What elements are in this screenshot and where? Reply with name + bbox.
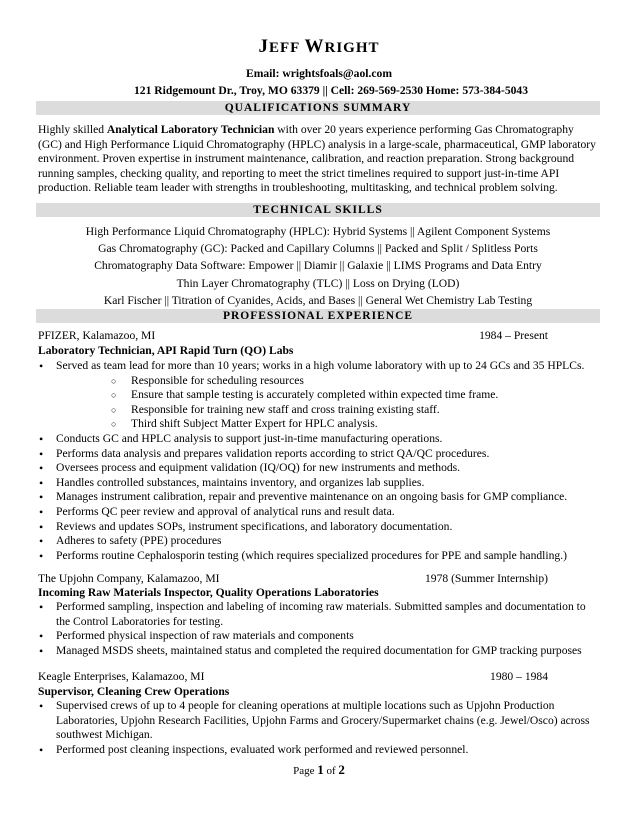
- employment-dates: 1980 – 1984: [490, 670, 548, 683]
- employment-dates: 1978 (Summer Internship): [424, 572, 548, 585]
- section-title: QUALIFICATIONS SUMMARY: [224, 102, 412, 114]
- section-band-experience: [36, 309, 600, 323]
- skills-list: [36, 223, 600, 309]
- list-item: • Performed physical inspection of raw materials and components: [38, 629, 600, 644]
- page-total: 2: [338, 762, 345, 777]
- sub-bullets: [56, 374, 600, 432]
- job-bullets: [38, 359, 600, 563]
- skill-line: Karl Fischer || Titration of Cyanides, Acids, and Bases || General Wet Chemistry Lab Testing: [103, 293, 533, 307]
- sub-list-item: ○ Third shift Subject Matter Expert for HPLC analysis.: [56, 417, 600, 432]
- job-title: Incoming Raw Materials Inspector, Quality Operations Laboratories: [38, 586, 379, 599]
- page-number: 1: [317, 762, 324, 777]
- contact-email: Email: wrightsfoals@aol.com: [245, 67, 393, 80]
- list-item: • Served as team lead for more than 10 years; works in a high volume laboratory with up to 24 GCs and 35 HPLCs. ○ Responsible for scheduling resources ○ Ensure that sample testing is accurately completed within expected time frame. ○ Responsible for training new staff and cross training existing staff. ○ Third shift Subject Matter Expert for HPLC analysis.: [38, 359, 600, 432]
- summary-emphasis: Analytical Laboratory Technician: [106, 123, 275, 136]
- section-title: TECHNICAL SKILLS: [253, 204, 383, 216]
- skill-line: High Performance Liquid Chromatography (HPLC): Hybrid Systems || Agilent Component Systems: [85, 225, 551, 238]
- employment-dates: 1984 – Present: [479, 329, 548, 342]
- list-item: • Conducts GC and HPLC analysis to support just-in-time manufacturing operations.: [38, 432, 600, 447]
- list-item: • Adheres to safety (PPE) procedures: [38, 534, 600, 549]
- employer-name: PFIZER, Kalamazoo, MI: [38, 329, 156, 342]
- section-band-qualifications: [36, 101, 600, 115]
- employer-line: [38, 572, 548, 587]
- page-indicator: Page 1 of 2: [293, 762, 345, 777]
- section-title: PROFESSIONAL EXPERIENCE: [222, 310, 414, 322]
- list-item: • Managed MSDS sheets, maintained status and completed the required documentation for GMP tracking purposes: [38, 644, 600, 659]
- employer-name: The Upjohn Company, Kalamazoo, MI: [38, 572, 220, 585]
- section-band-skills: [36, 203, 600, 217]
- list-item: • Supervised crews of up to 4 people for cleaning operations at multiple locations such as Upjohn Production Laboratories, Upjohn Research Facilities, Upjohn Farms and Grocery/Supermarket chains (e.g. Jewel/Osco) across southwest Michigan.: [38, 699, 600, 743]
- skill-line: Chromatography Data Software: Empower || Diamir || Galaxie || LIMS Programs and Data Entry: [94, 259, 542, 273]
- list-item: • Oversees process and equipment validation (IQ/OQ) for new instruments and methods.: [38, 461, 600, 476]
- job-title: Supervisor, Cleaning Crew Operations: [38, 685, 230, 698]
- contact-address: 121 Ridgemount Dr., Troy, MO 63379 || Cell: 269-569-2530 Home: 573-384-5043: [134, 84, 529, 97]
- employer-name: Keagle Enterprises, Kalamazoo, MI: [38, 670, 205, 683]
- employer-line: [38, 329, 548, 344]
- skill-line: Gas Chromatography (GC): Packed and Capillary Columns || Packed and Split / Splitless Ports: [98, 242, 538, 256]
- qualifications-summary: Highly skilled Analytical Laboratory Technician with over 20 years experience performing Gas Chromatography (GC) and High Performance Liquid Chromatography (HPLC) analysis in a large-scale, pharmaceutical, GMP laboratory environment. Proven expertise in instrument maintenance, calibration, and reaction preparation. Strong background running samples, checking quality, and reporting to meet the strict timelines required to support just-in-time API production. Reliable team leader with strengths in troubleshooting, multitasking, and technical problem solving.: [38, 123, 596, 195]
- list-item: • Manages instrument calibration, repair and preventive maintenance on an ongoing basis for GMP compliance.: [38, 490, 600, 505]
- list-item: • Performs routine Cephalosporin testing (which requires specialized procedures for PPE and sample handling.): [38, 549, 600, 564]
- list-item: • Performed post cleaning inspections, evaluated work performed and reviewed personnel.: [38, 743, 600, 758]
- list-item: • Performed sampling, inspection and labeling of incoming raw materials. Submitted samples and documentation to the Control Laboratories for testing.: [38, 600, 600, 629]
- employer-line: [38, 670, 548, 685]
- list-item: • Performs QC peer review and approval of analytical runs and result data.: [38, 505, 600, 520]
- job-bullets: [38, 699, 600, 757]
- list-item: • Reviews and updates SOPs, instrument specifications, and laboratory documentation.: [38, 520, 600, 535]
- job-bullets: [38, 600, 600, 658]
- sub-list-item: ○ Responsible for scheduling resources: [56, 374, 600, 389]
- skill-line: Thin Layer Chromatography (TLC) || Loss on Drying (LOD): [176, 276, 460, 290]
- sub-list-item: ○ Ensure that sample testing is accurately completed within expected time frame.: [56, 388, 600, 403]
- list-item: • Handles controlled substances, maintains inventory, and organizes lab supplies.: [38, 476, 600, 491]
- list-item: • Performs data analysis and prepares validation reports according to strict QA/QC procedures.: [38, 447, 600, 462]
- resume-name: JEFF WRIGHT: [258, 36, 380, 57]
- job-title: Laboratory Technician, API Rapid Turn (QO) Labs: [38, 344, 294, 357]
- sub-list-item: ○ Responsible for training new staff and cross training existing staff.: [56, 403, 600, 418]
